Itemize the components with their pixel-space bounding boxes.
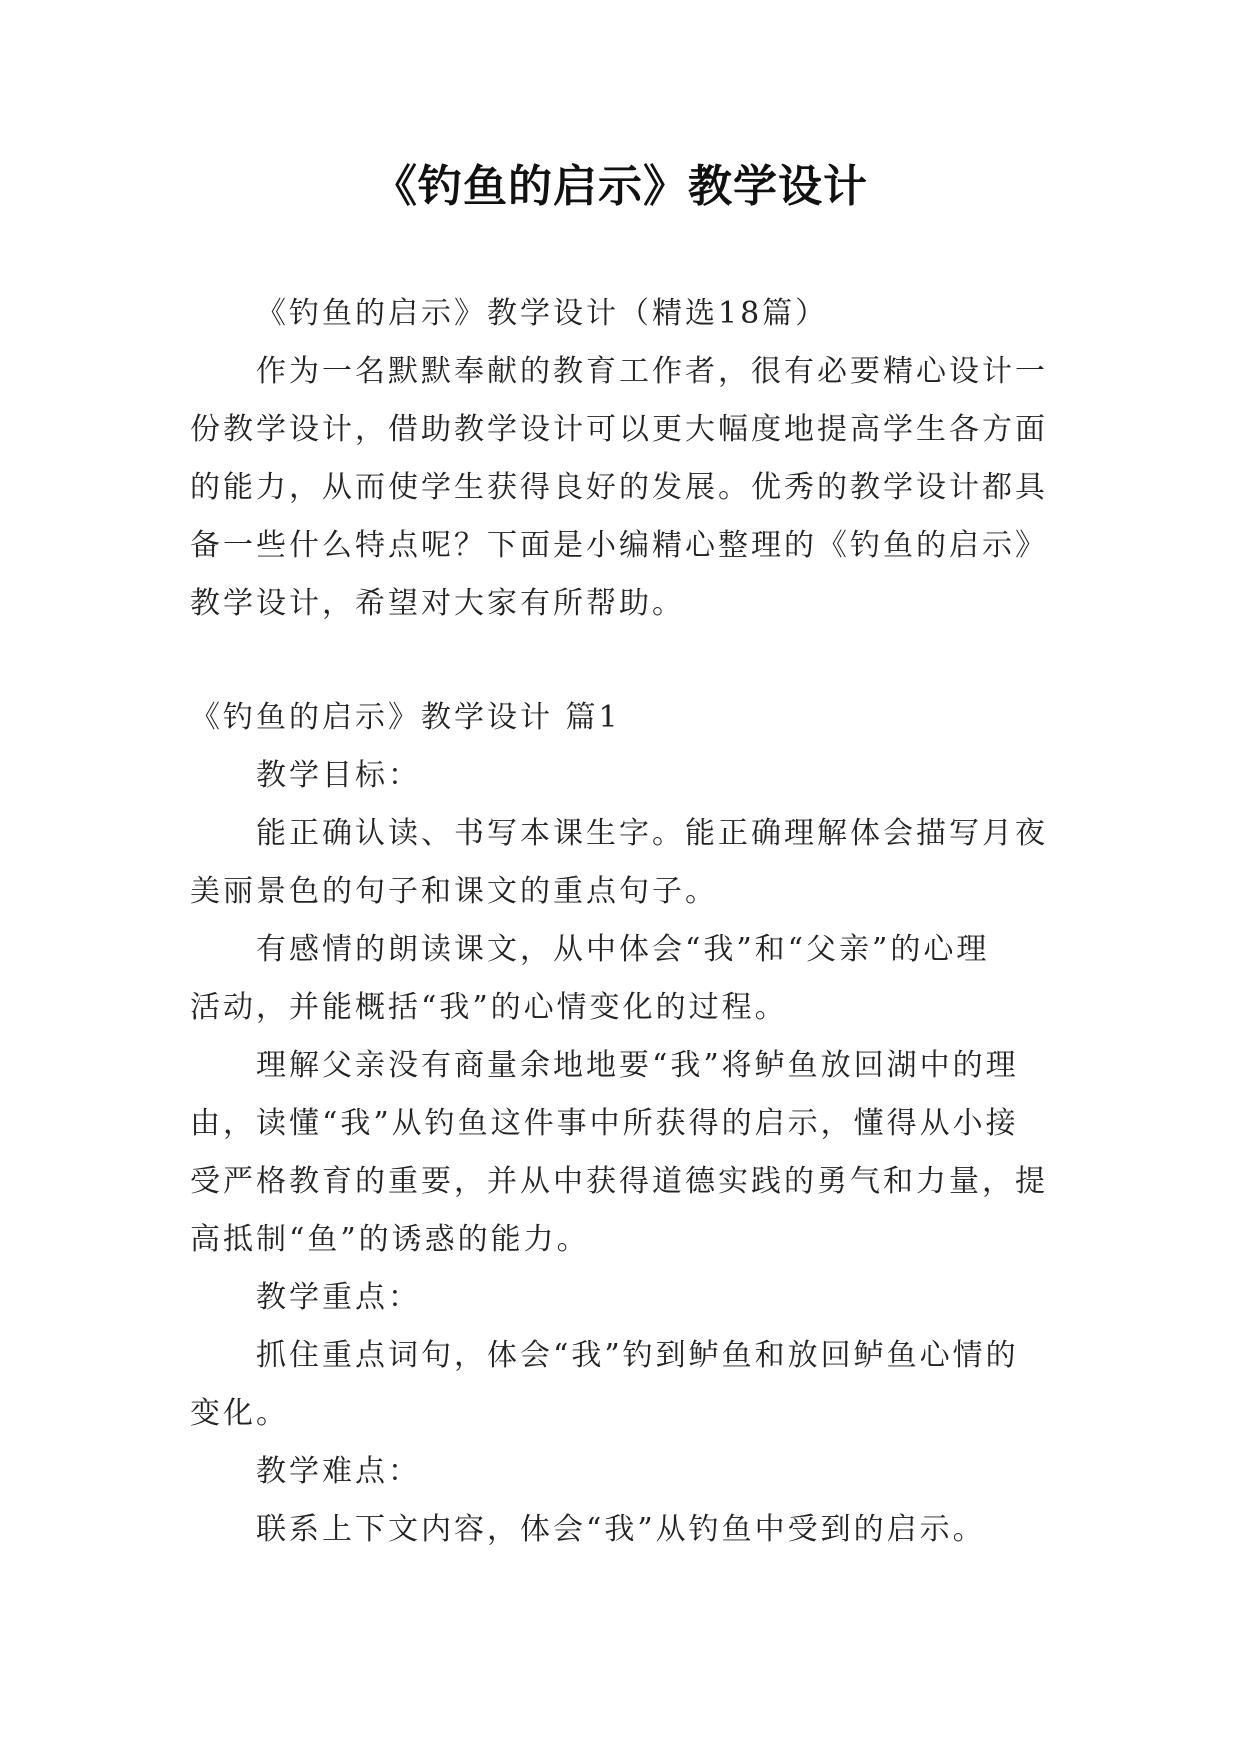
objective-line: 能正确认读、书写本课生字。能正确理解体会描写月夜 <box>256 816 1048 851</box>
objective-line: 受严格教育的重要，并从中获得道德实践的勇气和力量，提 <box>190 1164 1048 1199</box>
difficulty-label: 教学难点： <box>256 1454 421 1489</box>
section-heading: 《钓鱼的启示》教学设计 篇1 <box>190 700 621 735</box>
objectives-label: 教学目标： <box>256 758 421 793</box>
document-title: 《钓鱼的启示》教学设计 <box>373 161 868 212</box>
intro-line: 备一些什么特点呢？下面是小编精心整理的《钓鱼的启示》 <box>190 528 1048 563</box>
key-point-label: 教学重点： <box>256 1280 421 1315</box>
document-body <box>190 285 1055 1559</box>
intro-line: 教学设计，希望对大家有所帮助。 <box>190 586 685 621</box>
objective-line: 美丽景色的句子和课文的重点句子。 <box>190 874 718 909</box>
intro-line: 份教学设计，借助教学设计可以更大幅度地提高学生各方面 <box>190 412 1048 447</box>
intro-line: 作为一名默默奉献的教育工作者，很有必要精心设计一 <box>256 354 1048 389</box>
objective-line: 活动，并能概括“我”的心情变化的过程。 <box>190 990 788 1025</box>
key-point-line: 变化。 <box>190 1396 289 1431</box>
subtitle-line: 《钓鱼的启示》教学设计（精选18篇） <box>256 296 829 331</box>
paragraph-spacer <box>190 633 1055 689</box>
objective-line: 理解父亲没有商量余地地要“我”将鲈鱼放回湖中的理 <box>256 1048 1019 1083</box>
difficulty-line: 联系上下文内容，体会“我”从钓鱼中受到的启示。 <box>256 1512 986 1547</box>
objective-line: 高抵制“鱼”的诱惑的能力。 <box>190 1222 590 1257</box>
intro-line: 的能力，从而使学生获得良好的发展。优秀的教学设计都具 <box>190 470 1048 505</box>
objective-line: 由，读懂“我”从钓鱼这件事中所获得的启示，懂得从小接 <box>190 1106 1019 1141</box>
objective-line: 有感情的朗读课文，从中体会“我”和“父亲”的心理 <box>256 932 990 967</box>
key-point-line: 抓住重点词句，体会“我”钓到鲈鱼和放回鲈鱼心情的 <box>256 1338 1019 1373</box>
